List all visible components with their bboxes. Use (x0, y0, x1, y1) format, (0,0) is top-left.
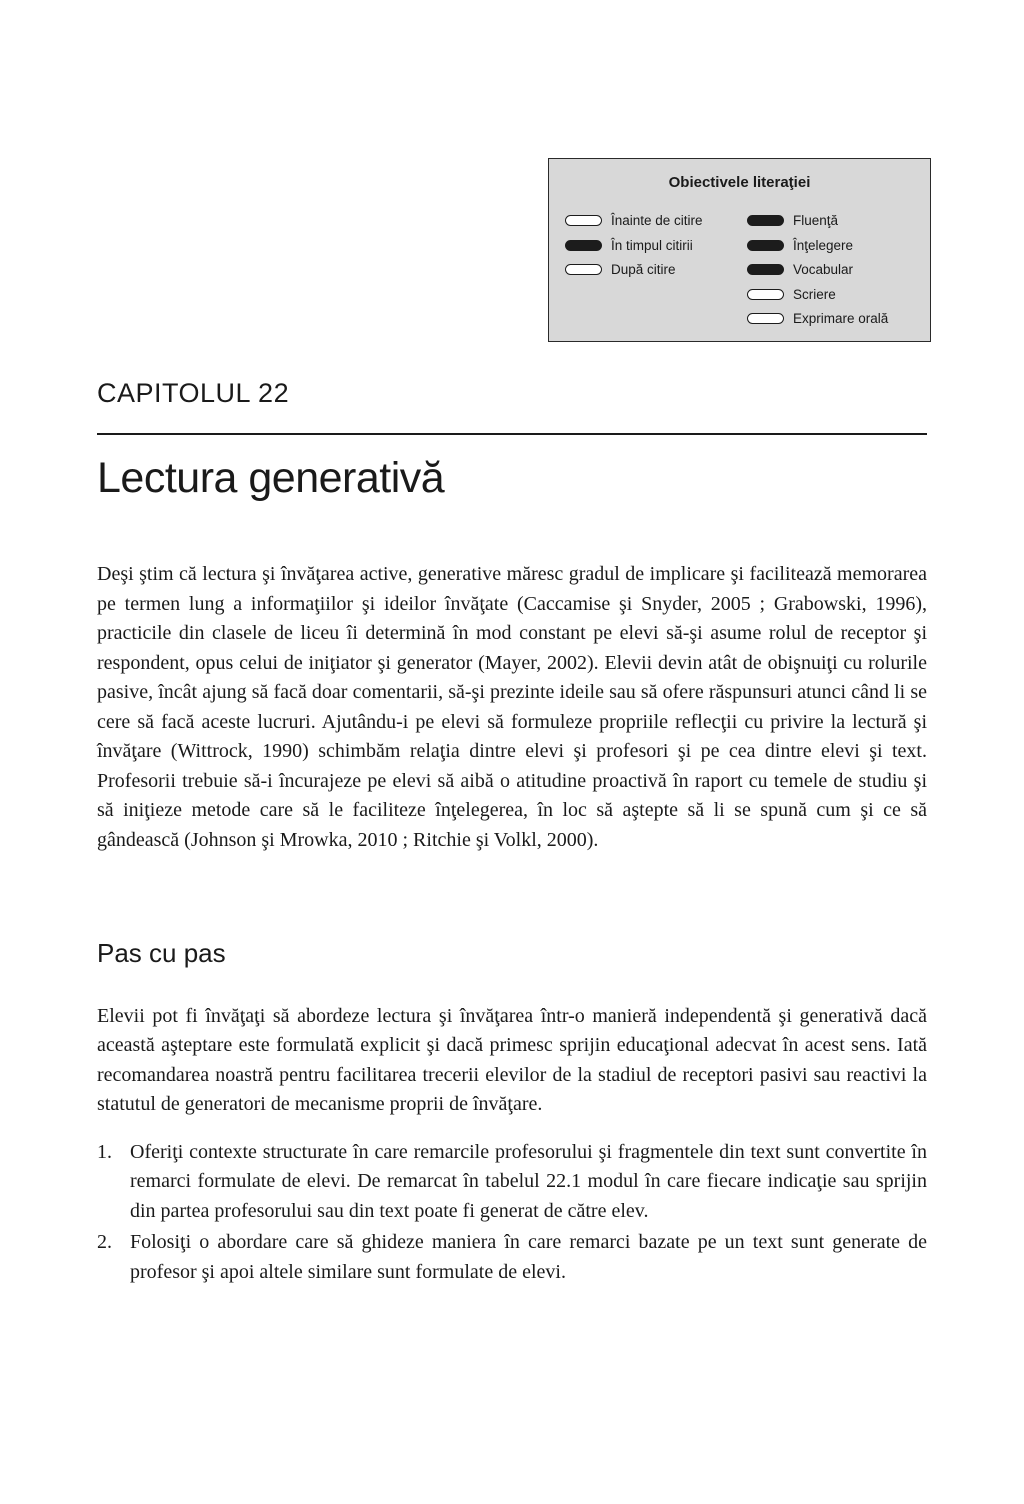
reading-stages-column (565, 214, 747, 337)
objective-label: Fluenţă (793, 213, 839, 228)
list-item-text: Folosiţi o abordare care să ghideze maniera în care remarci bazate pe un text sunt generate de profesor şi apoi altele similare sunt formulate de elevi. (130, 1231, 927, 1283)
objective-label: După citire (611, 262, 676, 277)
section-paragraph: Elevii pot fi învăţaţi să abordeze lectura şi învăţarea într-o manieră independentă şi generativă dacă această aşteptare este formulată explicit şi dacă primesc sprijin educaţional adecvat în acest sens. Iată recomandarea noastră pentru facilitarea trecerii elevilor de la stadiul de receptori pasivi sau reactivi la statutul de generatori de mecanisme proprii de învăţare. (97, 1004, 927, 1116)
objective-row (565, 239, 747, 253)
objective-label: Înainte de citire (611, 213, 703, 228)
list-item (97, 1228, 927, 1287)
objectives-box-title: Obiectivele literaţiei (668, 174, 811, 191)
section-heading: Pas cu pas (97, 938, 226, 969)
list-item-number: 2. (97, 1231, 112, 1254)
objective-row (747, 214, 914, 228)
steps-list (97, 1138, 927, 1288)
intro-paragraph: Deşi ştim că lectura şi învăţarea active, generative măresc gradul de implicare şi facilitează memorarea pe termen lung a informaţiilor şi ideilor învăţate (Caccamise şi Snyder, 2005 ; Grabowski, 1996), practicile din clasele de liceu îi determină în mod constant pe elevi să-şi asume rolul de receptor şi respondent, opus celui de iniţiator şi generator (Mayer, 2002). Elevii devin atât de obişnuiţi cu rolurile pasive, încât ajung să facă doar comentarii, să-şi prezinte ideile sau să ofere răspunsuri atunci când li se cere să facă aceste lucruri. Ajutându-i pe elevi să formuleze propriile reflecţii cu privire la lectură şi învăţare (Wittrock, 1990) schimbăm relaţia dintre elevi şi profesori şi pe cea dintre elevi şi text. Profesorii trebuie să-i încurajeze pe elevi să aibă o atitudine proactivă în raport cu temele de studiu şi să iniţieze metode care să le faciliteze înţelegerea, în loc să aştepte să li se spună cum şi ce să gândească (Johnson şi Mrowka, 2010 ; Ritchie şi Volkl, 2000). (97, 563, 927, 851)
skills-column (747, 214, 914, 337)
objective-label: În timpul citirii (611, 237, 693, 253)
objective-row (747, 312, 914, 326)
objective-row (565, 214, 747, 228)
skill-pill-icon (747, 240, 784, 251)
skill-pill-icon (747, 289, 784, 300)
chapter-rule (97, 433, 927, 435)
stage-pill-icon (565, 240, 602, 251)
skill-pill-icon (747, 264, 784, 275)
objectives-columns (565, 214, 914, 337)
objective-label: Vocabular (793, 262, 854, 277)
literacy-objectives-box (548, 158, 931, 342)
list-item (97, 1138, 927, 1227)
objective-label: Înţelegere (793, 237, 854, 253)
skill-pill-icon (747, 313, 784, 324)
objective-row (565, 263, 747, 277)
objective-row (747, 288, 914, 302)
skill-pill-icon (747, 215, 784, 226)
list-item-number: 1. (97, 1140, 112, 1163)
list-item-text: Oferiţi contexte structurate în care remarcile profesorului şi fragmentele din text sunt convertite în remarci formulate de elevi. De remarcat în tabelul 22.1 modul în care fiecare indicaţie sau sprijin din partea profesorului sau din text poate fi generat de către elev. (130, 1140, 927, 1222)
chapter-title: Lectura generativă (97, 454, 445, 502)
stage-pill-icon (565, 215, 602, 226)
chapter-kicker: CAPITOLUL 22 (97, 378, 290, 408)
stage-pill-icon (565, 264, 602, 275)
objective-label: Exprimare orală (793, 311, 889, 326)
objective-label: Scriere (793, 286, 836, 302)
objective-row (747, 263, 914, 277)
objective-row (747, 239, 914, 253)
